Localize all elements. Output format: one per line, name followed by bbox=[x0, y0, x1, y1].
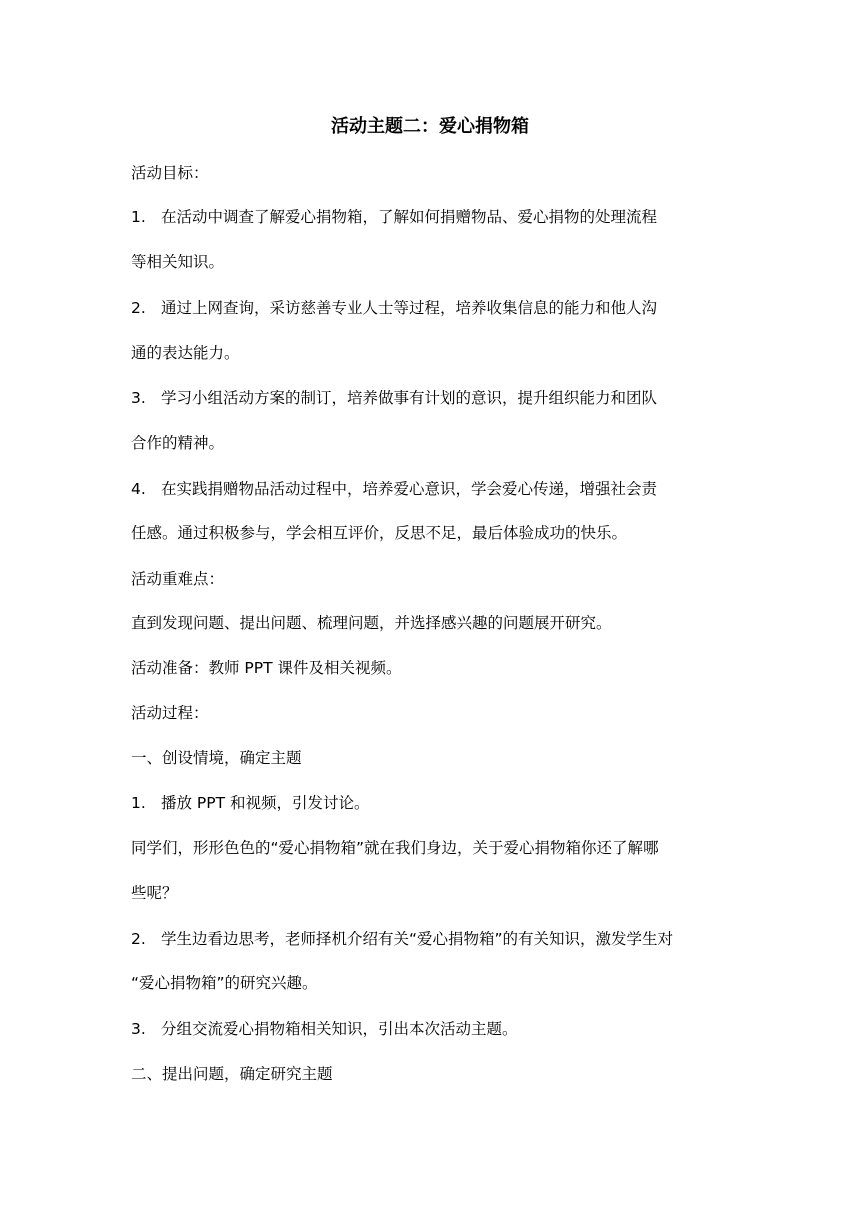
key-points-heading: 活动重难点： bbox=[131, 570, 225, 588]
goal-2-line-1 bbox=[131, 296, 657, 320]
section-2-heading: 二、提出问题，确定研究主题 bbox=[131, 1065, 333, 1083]
process-heading: 活动过程： bbox=[131, 704, 209, 722]
document-title: 活动主题二：爱心捐物箱 bbox=[331, 116, 529, 137]
goal-1-line-2: 等相关知识。 bbox=[131, 253, 225, 271]
step-1-number: 1. bbox=[131, 794, 146, 812]
goal-2-line-2: 通的表达能力。 bbox=[131, 344, 240, 362]
step-2-number: 2. bbox=[131, 930, 146, 948]
preparation-text: 活动准备：教师 PPT 课件及相关视频。 bbox=[131, 659, 402, 677]
goal-2-text: 通过上网查询，采访慈善专业人士等过程，培养收集信息的能力和他人沟 bbox=[161, 299, 658, 317]
goal-4-number: 4. bbox=[131, 480, 146, 498]
goal-3-line-2: 合作的精神。 bbox=[131, 434, 225, 452]
goals-heading: 活动目标： bbox=[131, 164, 209, 182]
step-3-text: 分组交流爱心捐物箱相关知识，引出本次活动主题。 bbox=[161, 1020, 518, 1038]
step-1 bbox=[131, 791, 370, 815]
step-2-line-1 bbox=[131, 927, 673, 951]
goal-1-number: 1. bbox=[131, 208, 146, 226]
step-3 bbox=[131, 1017, 518, 1041]
step-1-quote-line-1: 同学们，形形色色的“爱心捐物箱”就在我们身边，关于爱心捐物箱你还了解哪 bbox=[131, 839, 659, 857]
step-1-quote-line-2: 些呢？ bbox=[131, 884, 178, 902]
section-1-heading: 一、创设情境，确定主题 bbox=[131, 749, 302, 767]
goal-4-text: 在实践捐赠物品活动过程中，培养爱心意识，学会爱心传递，增强社会责 bbox=[161, 480, 658, 498]
goal-2-number: 2. bbox=[131, 299, 146, 317]
goal-4-line-1 bbox=[131, 477, 657, 501]
goal-3-number: 3. bbox=[131, 389, 146, 407]
goal-3-text: 学习小组活动方案的制订，培养做事有计划的意识，提升组织能力和团队 bbox=[161, 389, 658, 407]
goal-4-line-2: 任感。通过积极参与，学会相互评价，反思不足，最后体验成功的快乐。 bbox=[131, 524, 628, 542]
step-2-line-2: “爱心捐物箱”的研究兴趣。 bbox=[131, 974, 318, 992]
step-1-text: 播放 PPT 和视频，引发讨论。 bbox=[161, 794, 370, 812]
goal-1-line-1 bbox=[131, 205, 657, 229]
goal-1-text: 在活动中调查了解爱心捐物箱，了解如何捐赠物品、爱心捐物的处理流程 bbox=[161, 208, 658, 226]
step-2-text: 学生边看边思考，老师择机介绍有关“爱心捐物箱”的有关知识，激发学生对 bbox=[161, 930, 674, 948]
key-points-text: 直到发现问题、提出问题、梳理问题，并选择感兴趣的问题展开研究。 bbox=[131, 614, 612, 632]
goal-3-line-1 bbox=[131, 386, 657, 410]
step-3-number: 3. bbox=[131, 1020, 146, 1038]
